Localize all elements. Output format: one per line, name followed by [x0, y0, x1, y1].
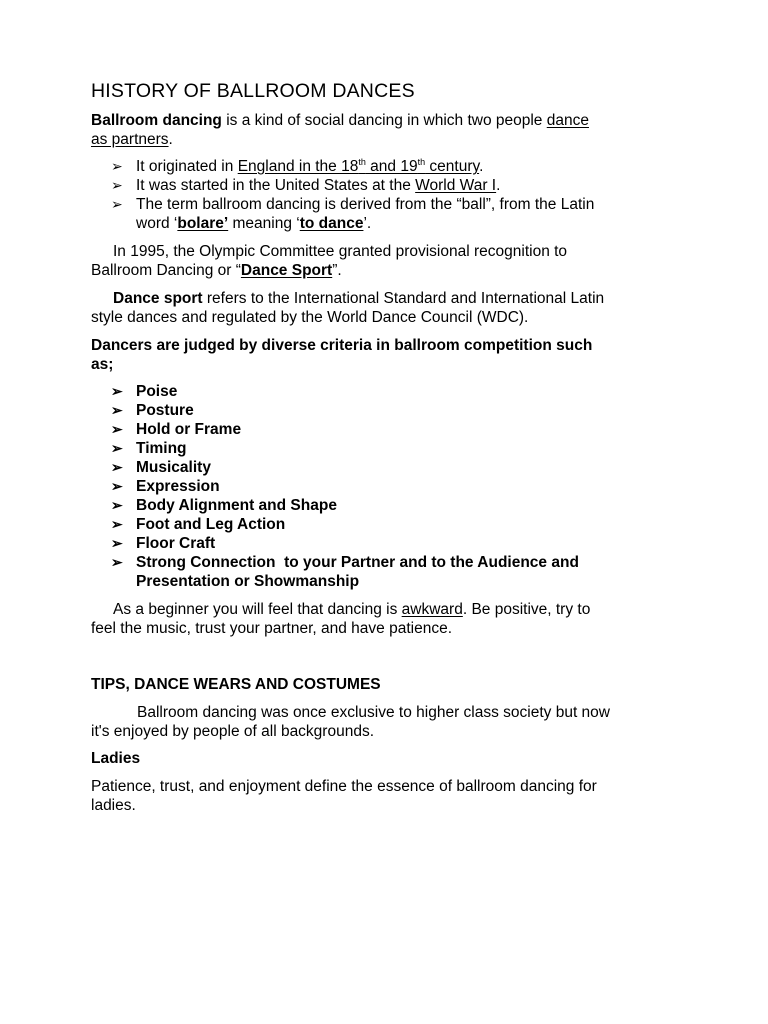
criteria-label: Poise — [136, 383, 178, 400]
olympic-paragraph — [91, 242, 691, 280]
paragraph-text: Ballroom Dancing or “ — [91, 262, 241, 279]
bullet-arrow-icon: ➢ — [111, 516, 123, 532]
criteria-label: Strong Connection to your Partner and to the Audience and — [136, 554, 579, 571]
bullet-text: The term ballroom dancing is derived from the “ball”, from the Latin — [136, 196, 595, 213]
bullet-underline-bold: to dance — [299, 215, 364, 232]
bullet-arrow-icon: ➢ — [111, 421, 123, 437]
intro-bold: Ballroom dancing — [91, 112, 222, 129]
bullet-arrow-icon: ➢ — [111, 497, 123, 513]
superscript: th — [358, 157, 366, 167]
bullet-arrow-icon: ➢ — [111, 402, 123, 418]
bullet-underline-bold: bolare’ — [177, 215, 229, 232]
bullet-arrow-icon: ➢ — [111, 158, 123, 174]
bullet-underline-part: century — [425, 158, 480, 175]
bullet-text-end: . — [479, 158, 484, 175]
paragraph-bold: Dance sport — [113, 290, 203, 307]
ladies-paragraph — [91, 777, 691, 815]
criteria-heading — [91, 336, 691, 374]
superscript: th — [417, 157, 426, 167]
ladies-heading: Ladies — [91, 750, 141, 767]
underline-bold: Dance Sport — [240, 262, 333, 279]
paragraph-text: style dances and regulated by the World Dance Council (WDC). — [91, 309, 529, 326]
paragraph-text: ladies. — [91, 797, 136, 814]
bullet-arrow-icon: ➢ — [111, 196, 123, 212]
paragraph-text: As a beginner you will feel that dancing is — [113, 601, 402, 618]
paragraph-text: refers to the International Standard and International Latin — [202, 290, 605, 307]
page-title: HISTORY OF BALLROOM DANCES — [91, 80, 415, 102]
bullet-arrow-icon: ➢ — [111, 554, 123, 570]
beginner-paragraph — [91, 600, 691, 638]
bullet-arrow-icon: ➢ — [111, 535, 123, 551]
bullet-underline: World War I — [415, 177, 497, 194]
paragraph-text: In 1995, the Olympic Committee granted provisional recognition to — [113, 243, 568, 260]
criteria-label: Hold or Frame — [136, 421, 242, 438]
paragraph-text: feel the music, trust your partner, and have patience. — [91, 620, 453, 637]
paragraph-underline: awkward — [401, 601, 463, 618]
bullet-text: meaning ‘ — [228, 215, 300, 232]
bullet-underline-part: England in the 18 — [237, 158, 359, 175]
paragraph-text: it's enjoyed by people of all backgrounds. — [91, 723, 375, 740]
bullet-arrow-icon: ➢ — [111, 440, 123, 456]
intro-link-2: as partners — [91, 131, 169, 148]
bullet-arrow-icon: ➢ — [111, 459, 123, 475]
bullet-arrow-icon: ➢ — [111, 383, 123, 399]
bullet-underline — [238, 158, 479, 175]
criteria-label: Timing — [136, 440, 187, 457]
paragraph-text: Ballroom dancing was once exclusive to higher class society but now — [137, 704, 610, 721]
criteria-label: Body Alignment and Shape — [136, 497, 337, 514]
bullet-text: It originated in — [136, 158, 238, 175]
intro-paragraph — [91, 111, 691, 149]
heading-text: as; — [91, 356, 114, 373]
exclusive-paragraph — [91, 703, 691, 741]
paragraph-text: Patience, trust, and enjoyment define the essence of ballroom dancing for — [91, 778, 597, 795]
intro-link-1: dance — [546, 112, 589, 129]
criteria-label: Musicality — [136, 459, 211, 476]
dancesport-paragraph — [91, 289, 691, 327]
bullet-text-end: ’. — [363, 215, 372, 232]
criteria-label: Foot and Leg Action — [136, 516, 286, 533]
bullet-text: It was started in the United States at the — [136, 177, 416, 194]
intro-end: . — [168, 131, 173, 148]
bullet-text-end: . — [496, 177, 501, 194]
bullet-arrow-icon: ➢ — [111, 478, 123, 494]
criteria-label: Floor Craft — [136, 535, 216, 552]
criteria-label: Presentation or Showmanship — [136, 573, 360, 590]
bullet-text: word ‘ — [136, 215, 178, 232]
tips-heading: TIPS, DANCE WEARS AND COSTUMES — [91, 676, 381, 693]
criteria-label: Posture — [136, 402, 194, 419]
intro-text: is a kind of social dancing in which two people — [221, 112, 547, 129]
paragraph-text: ”. — [332, 262, 342, 279]
heading-text: Dancers are judged by diverse criteria in ballroom competition such — [91, 337, 593, 354]
bullet-underline-part: and 19 — [365, 158, 418, 175]
bullet-arrow-icon: ➢ — [111, 177, 123, 193]
criteria-label: Expression — [136, 478, 220, 495]
paragraph-text: . Be positive, try to — [462, 601, 591, 618]
